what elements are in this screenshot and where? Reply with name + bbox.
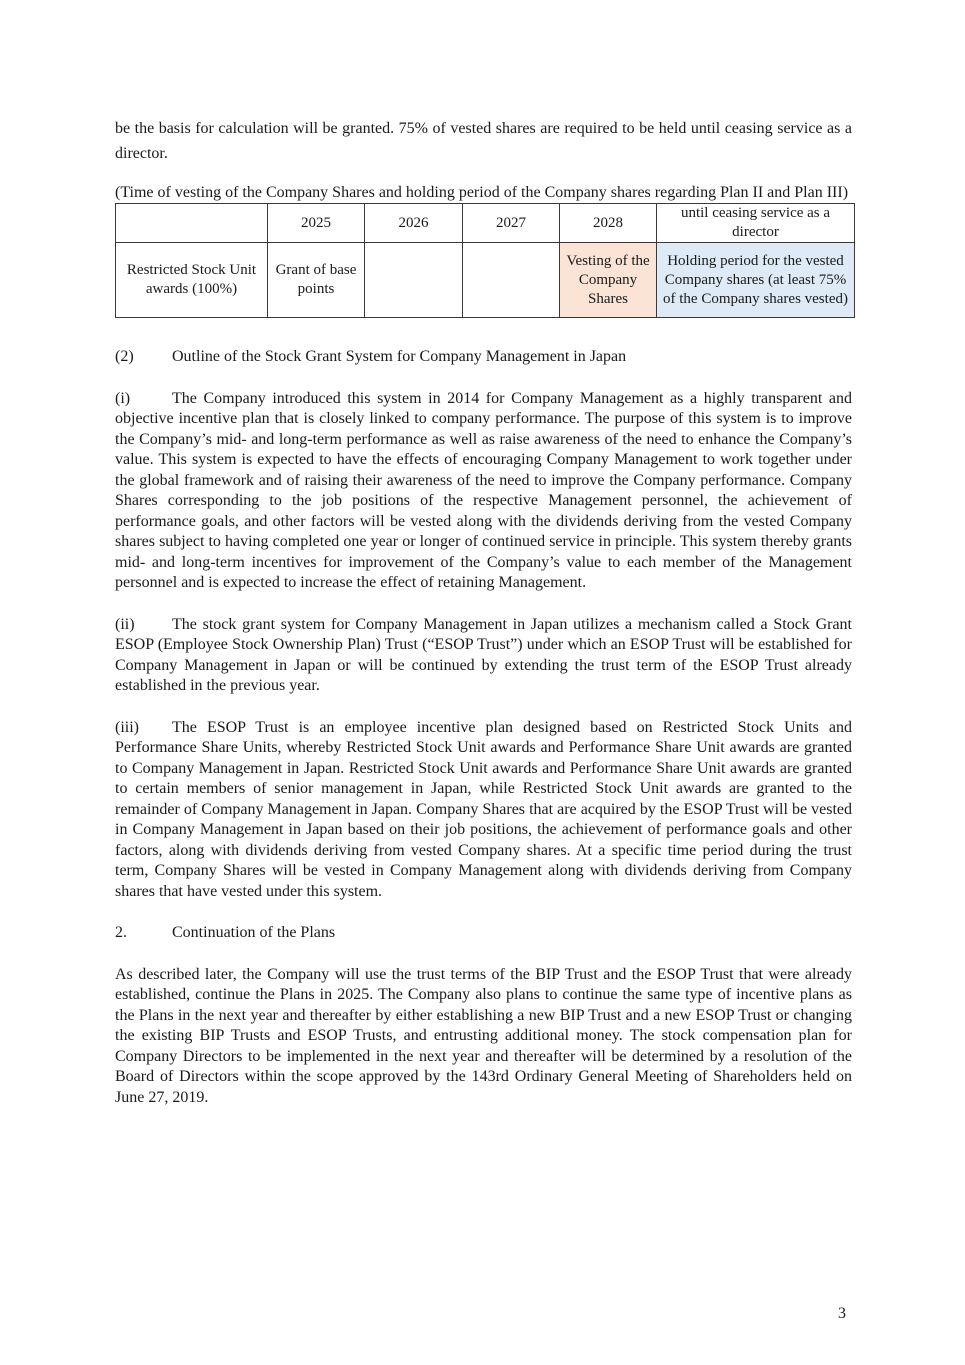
vesting-schedule-table (115, 203, 855, 318)
table-row (116, 243, 855, 318)
table-cell (463, 243, 560, 318)
table-header-cell: 2027 (463, 204, 560, 243)
holding-period-cell: Holding period for the vested Company shares (at least 75% of the Company shares vested) (657, 243, 855, 318)
table-row-label: Restricted Stock Unit awards (100%) (116, 243, 268, 318)
paragraph-text: The Company introduced this system in 2014 for Company Management as a highly transparent and objective incentive plan that is closely linked to company performance. The purpose of this system is to improve the Company’s mid- and long-term performance as well as raise awareness of the need to enhance the Company’s value. This system is expected to have the effects of encouraging Company Management to work together under the global framework and of raising their awareness of the need to improve the Company performance. Company Shares corresponding to the job positions of the respective Management personnel, the achievement of performance goals, and other factors will be vested along with the dividends deriving from the vested Company shares subject to having completed one year or longer of continued service in principle. This system thereby grants mid- and long-term incentives for improvement of the Company’s value to each member of the Management personnel and is expected to increase the effect of retaining Management. (115, 389, 852, 591)
section-heading (115, 923, 852, 944)
table-header-cell: 2025 (268, 204, 365, 243)
section-number: (2) (115, 348, 134, 365)
table-caption: (Time of vesting of the Company Shares and holding period of the Company shares regarding Plan II and Plan III) (115, 184, 849, 201)
paragraph-number: (i) (115, 389, 131, 407)
paragraph-i (115, 389, 852, 594)
document-page (115, 116, 852, 1108)
paragraph-ii (115, 615, 852, 697)
paragraph-text: The ESOP Trust is an employee incentive plan designed based on Restricted Stock Units and Performance Share Units, whereby Restricted Stock Unit awards and Performance Share Unit awards are granted to Company Management in Japan. Restricted Stock Unit awards and Performance Share Unit awards are granted to certain members of senior management in Japan, while Restricted Stock Unit awards are granted to the remainder of Company Management in Japan. Company Shares that are acquired by the ESOP Trust will be vested in Company Management in Japan based on their job positions, the achievement of performance goals and other factors, along with dividends deriving from vested Company shares. At a specific time period during the trust term, Company Shares will be vested in Company Management along with dividends deriving from Company shares that have vested under this system. (115, 718, 852, 900)
section-title: Outline of the Stock Grant System for Company Management in Japan (172, 348, 627, 365)
intro-paragraph: be the basis for calculation will be granted. 75% of vested shares are required to be held until ceasing service as a director. (115, 120, 852, 162)
paragraph-iii (115, 718, 852, 903)
vesting-cell: Vesting of the Company Shares (560, 243, 657, 318)
table-header-cell: until ceasing service as a director (657, 204, 855, 243)
section-number: 2. (115, 924, 127, 941)
section-heading (115, 347, 852, 368)
table-header-row (116, 204, 855, 243)
paragraph-number: (iii) (115, 718, 139, 736)
paragraph-number: (ii) (115, 615, 135, 633)
table-header-cell: 2028 (560, 204, 657, 243)
table-header-cell: 2026 (365, 204, 463, 243)
page-number: 3 (838, 1305, 846, 1322)
table-cell (365, 243, 463, 318)
paragraph-text: The stock grant system for Company Management in Japan utilizes a mechanism called a Stock Grant ESOP (Employee Stock Ownership Plan) Trust (“ESOP Trust”) under which an ESOP Trust will be established for Company Management in Japan or will be continued by extending the trust term of the ESOP Trust already established in the previous year. (115, 615, 852, 694)
section-title: Continuation of the Plans (172, 924, 336, 941)
continuation-paragraph: As described later, the Company will use the trust terms of the BIP Trust and the ESOP Trust that were already established, continue the Plans in 2025. The Company also plans to continue the same type of incentive plans as the Plans in the next year and thereafter by either establishing a new BIP Trust and a new ESOP Trust or changing the existing BIP Trusts and ESOP Trusts, and entrusting additional money. The stock compensation plan for Company Directors to be implemented in the next year and thereafter will be determined by a resolution of the Board of Directors within the scope approved by the 143rd Ordinary General Meeting of Shareholders held on June 27, 2019. (115, 965, 852, 1106)
table-header-cell (116, 204, 268, 243)
table-cell: Grant of base points (268, 243, 365, 318)
